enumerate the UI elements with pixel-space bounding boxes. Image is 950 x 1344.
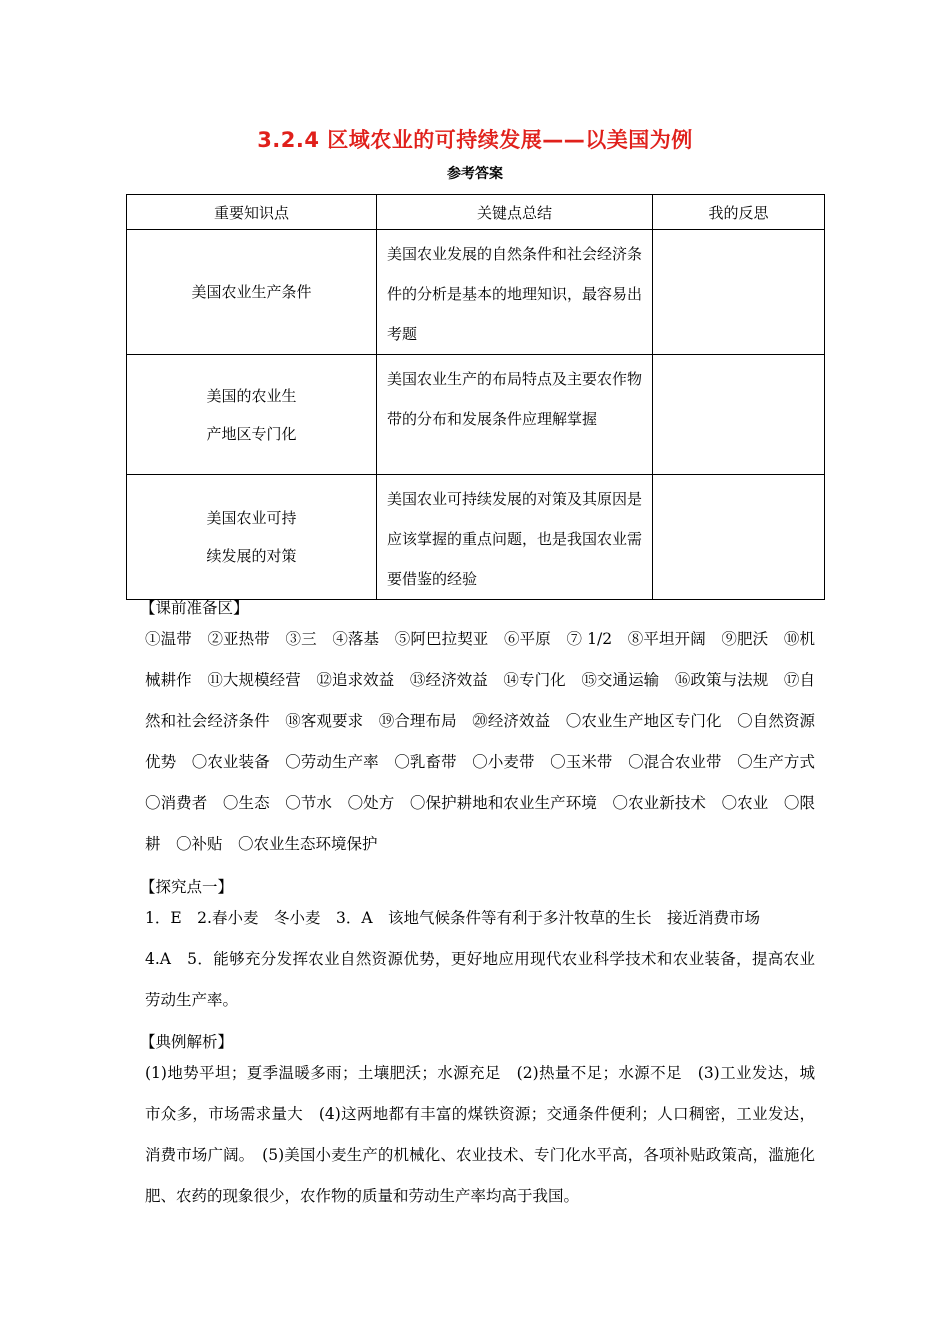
knowledge-point-line: 美国农业可持 [206, 509, 297, 527]
table-row [127, 475, 825, 600]
summary-cell: 美国农业可持续发展的对策及其原因是应该掌握的重点问题，也是我国农业需要借鉴的经验 [377, 475, 653, 600]
example-answers: (1)地势平坦；夏季温暖多雨；土壤肥沃；水源充足 (2)热量不足；水源不足 (3)工业发达，城市众多，市场需求量大 (4)这两地都有丰富的煤铁资源；交通条件便利；人口稠密，工业发达，消费市场广阔。 (5)美国小麦生产的机械化、农业技术、专门化水平高，各项补贴政策高，滥施化肥、农药的现象很少，农作物的质量和劳动生产率均高于我国。 [145, 1064, 815, 1205]
knowledge-point-cell [127, 475, 377, 600]
document-title: 3.2.4 区域农业的可持续发展——以美国为例 [257, 128, 693, 152]
reflection-cell [653, 475, 825, 600]
reflection-cell [653, 355, 825, 475]
summary-cell: 美国农业生产的布局特点及主要农作物带的分布和发展条件应理解掌握 [377, 355, 653, 475]
prep-answers: ①温带 ②亚热带 ③三 ④落基 ⑤阿巴拉契亚 ⑥平原 ⑦ 1/2 ⑧平坦开阔 ⑨肥沃 ⑩机械耕作 ⑪大规模经营 ⑫追求效益 ⑬经济效益 ⑭专门化 ⑮交通运输 ⑯政策与法规 ⑰自然和社会经济条件 ⑱客观要求 ⑲合理布局 ⑳经济效益 〇农业生产地区专门化 〇自然资源优势 〇农业装备 〇劳动生产率 〇乳畜带 〇小麦带 〇玉米带 〇混合农业带 〇生产方式 〇消费者 〇生态 〇节水 〇处方 〇保护耕地和农业生产环境 〇农业新技术 〇农业 〇限耕 〇补贴 〇农业生态环境保护 [145, 630, 831, 853]
table-header-row [127, 195, 825, 230]
table-row [127, 355, 825, 475]
table-header-cell: 我的反思 [653, 195, 825, 230]
knowledge-point-cell [127, 355, 377, 475]
explore-heading: 【探究点一】 [140, 878, 234, 896]
reflection-cell [653, 230, 825, 355]
explore-line-1: 1．E 2.春小麦 冬小麦 3．A 该地气候条件等有利于多汁牧草的生长 接近消费市场 [145, 909, 761, 927]
knowledge-point-cell [127, 230, 377, 355]
explore-line-2: 4.A 5．能够充分发挥农业自然资源优势，更好地应用现代农业科学技术和农业装备，提高农业劳动生产率。 [145, 950, 815, 1009]
knowledge-point-line: 美国农业生产条件 [191, 283, 312, 301]
summary-cell: 美国农业发展的自然条件和社会经济条件的分析是基本的地理知识，最容易出考题 [377, 230, 653, 355]
knowledge-point-line: 续发展的对策 [206, 547, 297, 565]
knowledge-point-line: 美国的农业生 [206, 386, 297, 405]
table-row [127, 230, 825, 355]
document-subtitle: 参考答案 [447, 166, 503, 182]
table-header-cell: 重要知识点 [127, 195, 377, 230]
example-heading: 【典例解析】 [140, 1033, 234, 1051]
knowledge-table [126, 194, 825, 600]
table-header-cell: 关键点总结 [377, 195, 653, 230]
prep-heading: 【课前准备区】 [140, 599, 249, 617]
knowledge-point-line: 产地区专门化 [206, 424, 297, 443]
